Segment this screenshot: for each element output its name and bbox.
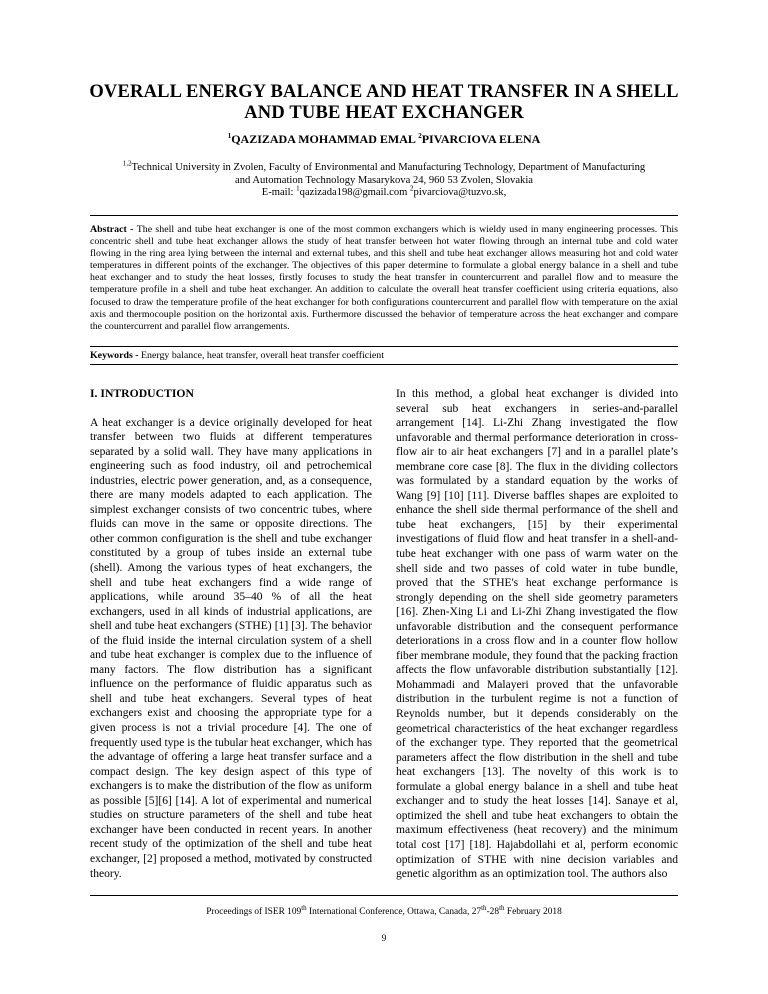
footer-part-1: Proceedings of ISER 109: [206, 907, 302, 917]
abstract-text: The shell and tube heat exchanger is one of the most common exchangers which is wieldy used in many engineering processes. This concentric shell and tube heat exchanger allows the study of heat transfer between hot water flowing through an internal tube and cold water flowing in the ring area lying between the internal and external tubes, and this shell and tube heat exchanger allows measuring hot and cold water temperatures in different points of the exchanger. The objectives of this paper determine to formulate a global energy balance in a shell and tube heat exchanger and to study the heat losses, firstly focuses to study the heat transfer in countercurrent and parallel flow and to measure the temperature profile in a shell and tube heat exchanger. An addition to calculate the overall heat transfer coefficient using criteria equations, also focused to draw the temperature profile of the heat exchanger for both configurations countercurrent and parallel flow with temperature on the axial axis and thermocouple position on the horizontal axis. Furthermore discussed the behavior of temperature across the heat exchanger and compare the countercurrent and parallel flow arrangements.: [90, 224, 678, 332]
email-2-sup: 2: [410, 184, 414, 193]
keywords-label: Keywords -: [90, 350, 142, 361]
section-heading: I. INTRODUCTION: [90, 387, 194, 400]
rule-top-abstract: [90, 215, 678, 216]
email-2: pivarciova@tuzvo.sk,: [413, 187, 507, 198]
affiliation-text-1: Technical University in Zvolen, Faculty of Environmental and Manufacturing Technology, Department of Manufacturing: [131, 162, 646, 173]
footer-part-4: February 2018: [504, 907, 562, 917]
column-left: [90, 387, 372, 881]
intro-paragraph-right: In this method, a global heat exchanger is divided into several sub heat exchangers in series-and-parallel arrangement [14]. Li-Zhi Zhang investigated the flow unfavorable and thermal performance deterioration in cross-flow air to air heat exchangers [7] and in a parallel plate’s membrane core case [8]. The flux in the dividing collectors was formulated by a standard equation by the works of Wang [9] [10] [11]. Diverse baffles shapes are exploited to enhance the shell side thermal performance of the shell and tube heat exchangers, [15] by their experimental investigations of fluid flow and heat transfer in a shell-and-tube heat exchanger with one pass of warm water on the shell side and two passes of cold water in tube bundle, proved that the STHE's heat exchange performance is strongly depending on the shell side geometry parameters [16]. Zhen-Xing Li and Li-Zhi Zhang investigated the flow unfavorable distribution and the consequent performance deteriorations in a cross flow and in a counter flow hollow fiber membrane module, they found that the packing fraction affects the flow unfavorable distribution substantially [12]. Mohammadi and Malayeri proved that the unfavorable distribution in the turbulent regime is not a function of Reynolds number, but it depends considerably on the geometrical characteristics of the heat exchanger regardless of the exchanger type. They reported that the geometrical parameters affect the flow distribution in the shell and tube heat exchangers [13]. The novelty of this work is to formulate a global energy balance in a shell and tube heat exchanger and to study the heat losses [14]. Sanaye et al, optimized the shell and tube heat exchangers to obtain the maximum effectiveness (heat recovery) and the minimum total cost [17] [18]. Hajabdollahi et al, perform economic optimization of STHE with nine decision variables and genetic algorithm as an optimization tool. The authors also: [396, 388, 678, 881]
affiliation-line-2: and Automation Technology Masarykova 24, 960 53 Zvolen, Slovakia: [235, 174, 533, 186]
column-right: [396, 387, 678, 882]
rule-above-keywords: [90, 346, 678, 347]
footer-sup-1: th: [301, 903, 307, 912]
author-line: [0, 132, 768, 147]
footer-proceedings: [0, 903, 768, 917]
author-2-affil-sup: 2: [418, 132, 422, 140]
footer-sup-3: th: [499, 903, 505, 912]
author-2-name: PIVARCIOVA ELENA: [421, 132, 541, 146]
rule-below-keywords: [90, 364, 678, 365]
footer-part-2: International Conference, Ottawa, Canada, 27: [306, 907, 482, 917]
affiliation-line-1: [80, 159, 688, 175]
affiliation-sup: 1,2: [122, 159, 132, 168]
abstract: [90, 224, 678, 333]
email-prefix: E-mail:: [261, 187, 297, 198]
email-line: [80, 184, 688, 200]
footer-sup-2: th: [481, 903, 487, 912]
keywords: [90, 350, 678, 361]
abstract-label: Abstract -: [90, 224, 137, 235]
author-1-name: QAZIZADA MOHAMMAD EMAL: [231, 132, 416, 146]
affiliation: [80, 159, 688, 200]
page-number: 9: [381, 934, 387, 944]
paper-title: OVERALL ENERGY BALANCE AND HEAT TRANSFER IN A SHELL AND TUBE HEAT EXCHANGER: [89, 82, 679, 123]
email-1: qazizada198@gmail.com: [299, 187, 408, 198]
author-1-affil-sup: 1: [227, 132, 232, 140]
rule-footer: [90, 895, 678, 896]
keywords-text: Energy balance, heat transfer, overall heat transfer coefficient: [141, 350, 384, 361]
footer-part-3: -28: [486, 907, 500, 917]
intro-paragraph-left: A heat exchanger is a device originally developed for heat transfer between two fluids at different temperatures separated by a solid wall. They have many applications in engineering such as food industry, oil and petrochemical industries, electric power generation, and, as a consequence, there are many models adapted to each application. The simplest exchanger consists of two concentric tubes, where fluids can move in the same or opposite directions. The other common configuration is the shell and tube exchanger constituted by a group of tubes inside an external tube (shell). Among the various types of heat exchangers, the shell and tube heat exchangers find a wide range of applications, while around 35–40 % of all the heat exchangers, used in all kinds of industrial applications, are shell and tube heat exchangers (STHE) [1] [3]. The behavior of the fluid inside the internal circulation system of a shell and tube heat exchanger is complex due to the influence of many factors. The flow distribution has a significant influence on the performance of fluidic apparatus such as shell and tube heat exchangers. Several types of heat exchangers exist and choosing the appropriate type for a given process is not a trivial procedure [4]. The one of frequently used type is the tubular heat exchanger, which has the advantage of offering a large heat transfer surface and a compact design. The key design aspect of this type of exchangers is to make the distribution of the flow as uniform as possible [5][6] [14]. A lot of experimental and numerical studies on structure parameters of the shell and tube heat exchanger have been conducted in recent years. In another recent study of the optimization of the shell and tube heat exchanger, [2] proposed a method, motivated by constructed theory.: [90, 416, 372, 880]
email-1-sup: 1: [296, 184, 300, 193]
